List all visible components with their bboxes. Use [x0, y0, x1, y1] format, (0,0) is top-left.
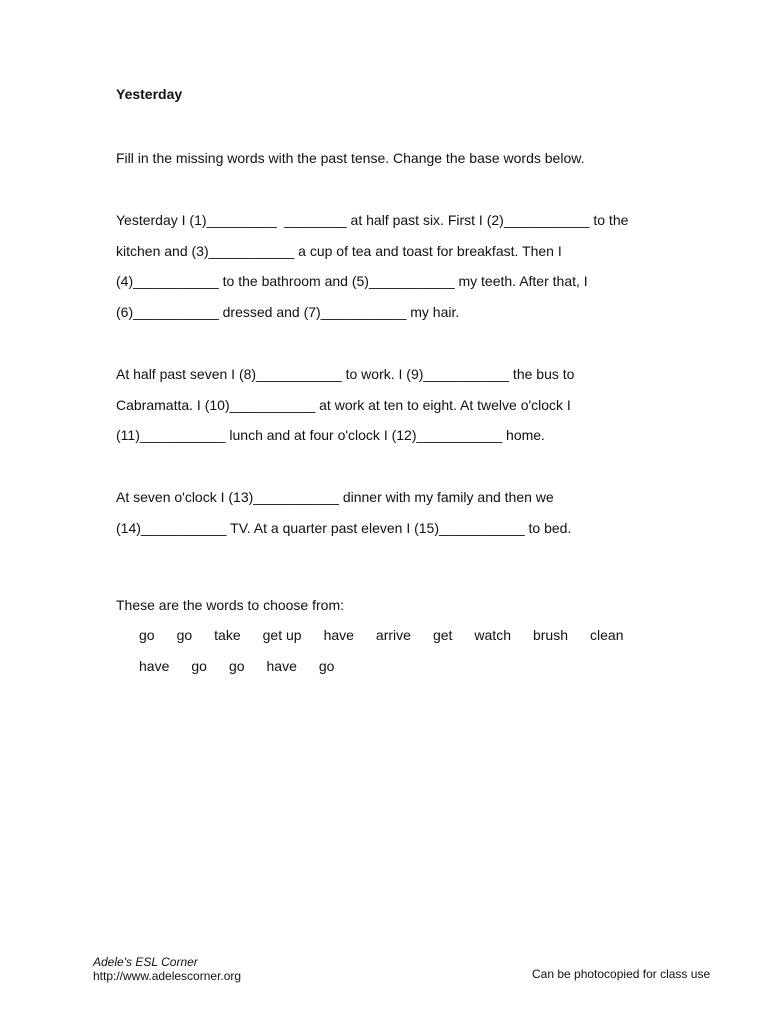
- word-bank-word: go: [139, 627, 155, 643]
- word-bank-row-2: [139, 658, 356, 674]
- word-bank-word: clean: [590, 627, 624, 643]
- exercise-line: (6)___________ dressed and (7)___________ my hair.: [116, 304, 460, 320]
- page-title: Yesterday: [116, 86, 183, 102]
- footer-left: [93, 955, 241, 983]
- word-bank-word: have: [266, 658, 297, 674]
- word-bank-heading: These are the words to choose from:: [116, 597, 344, 613]
- exercise-line: At seven o'clock I (13)___________ dinner with my family and then we: [116, 489, 554, 505]
- word-bank-word: have: [139, 658, 170, 674]
- word-bank-word: go: [228, 658, 245, 674]
- footer-url[interactable]: http://www.adelescorner.org: [93, 969, 242, 983]
- word-bank-word: get: [432, 627, 453, 643]
- word-bank-word: watch: [474, 627, 511, 643]
- footer-brand: Adele's ESL Corner: [93, 955, 198, 969]
- exercise-line: kitchen and (3)___________ a cup of tea and toast for breakfast. Then I: [116, 243, 562, 259]
- exercise-line: At half past seven I (8)___________ to work. I (9)___________ the bus to: [116, 366, 575, 382]
- exercise-line: (14)___________ TV. At a quarter past eleven I (15)___________ to bed.: [116, 520, 572, 536]
- word-bank-word: get up: [262, 627, 302, 643]
- word-bank-row-1: [139, 627, 645, 643]
- word-bank-word: have: [323, 627, 354, 643]
- instruction: Fill in the missing words with the past tense. Change the base words below.: [116, 150, 585, 166]
- exercise-line: Cabramatta. I (10)___________ at work at ten to eight. At twelve o'clock I: [116, 397, 571, 413]
- word-bank-word: arrive: [375, 627, 411, 643]
- exercise-line: (11)___________ lunch and at four o'clock I (12)___________ home.: [116, 427, 545, 443]
- word-bank-word: go: [318, 658, 335, 674]
- word-bank-word: go: [191, 658, 207, 674]
- exercise-line: Yesterday I (1)_________ ________ at half past six. First I (2)___________ to the: [116, 212, 629, 228]
- word-bank-word: brush: [532, 627, 569, 643]
- word-bank-word: go: [176, 627, 193, 643]
- word-bank-word: take: [214, 627, 241, 643]
- exercise-line: (4)___________ to the bathroom and (5)___________ my teeth. After that, I: [116, 273, 588, 289]
- footer-note: Can be photocopied for class use: [532, 967, 711, 981]
